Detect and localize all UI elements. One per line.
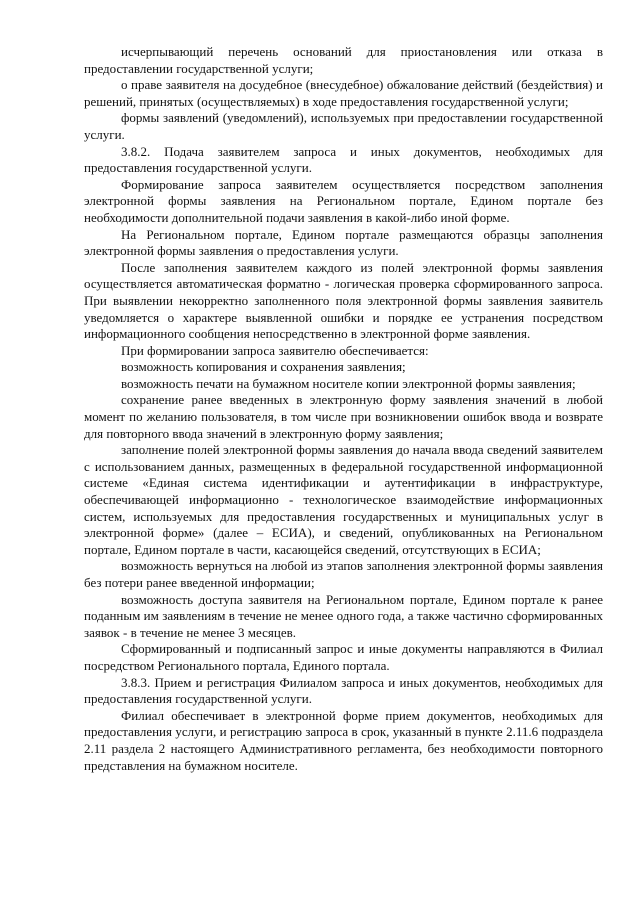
paragraph: На Региональном портале, Едином портале размещаются образцы заполнения электронной формы заявления о предоставления услуги. [84, 226, 603, 259]
paragraph: Сформированный и подписанный запрос и иные документы направляются в Филиал посредством Регионального портала, Единого портала. [84, 641, 603, 673]
paragraph: При формировании запроса заявителю обеспечивается: [121, 342, 429, 358]
document-page [84, 44, 603, 774]
paragraph: исчерпывающий перечень оснований для приостановления или отказа в предоставлении государственной услуги; [84, 44, 603, 76]
paragraph: сохранение ранее введенных в электронную форму заявления значений в любой момент по желанию пользователя, в том числе при возникновении ошибок ввода и возврате для повторного ввода значений в электронную форму заявления; [84, 392, 603, 441]
paragraph: возможность вернуться на любой из этапов заполнения электронной формы заявления без потери ранее введенной информации; [84, 558, 603, 590]
paragraph: Филиал обеспечивает в электронной форме прием документов, необходимых для предоставления услуги, и регистрацию запроса в срок, указанный в пункте 2.11.6 подраздела 2.11 раздела 2 настоящего Административного регламента, без необходимости повторного представления на бумажном носителе. [84, 707, 603, 773]
paragraph: возможность печати на бумажном носителе копии электронной формы заявления; [121, 375, 576, 391]
paragraph: Формирование запроса заявителем осуществляется посредством заполнения электронной формы заявления на Региональном портале, Едином портале без необходимости дополнительной подачи заявления в какой-либо иной форме. [84, 176, 603, 225]
paragraph: о праве заявителя на досудебное (внесудебное) обжалование действий (бездействия) и решений, принятых (осуществляемых) в ходе предоставления государственной услуги; [84, 77, 603, 109]
paragraph: возможность копирования и сохранения заявления; [121, 359, 406, 375]
paragraph: возможность доступа заявителя на Региональном портале, Едином портале к ранее поданным им заявлениям в течение не менее одного года, а также частично сформированных заявок - в течение не менее 3 месяцев. [84, 591, 603, 640]
paragraph: 3.8.3. Прием и регистрация Филиалом запроса и иных документов, необходимых для предоставления государственной услуги. [84, 674, 603, 707]
paragraph: заполнение полей электронной формы заявления до начала ввода сведений заявителем с использованием данных, размещенных в федеральной государственной информационной системе «Единая система идентификации и аутентификации в инфраструктуре, обеспечивающей информационно - технологическое взаимодействие информационных систем, используемых для предоставления государственных и муниципальных услуг в электронной форме» (далее – ЕСИА), и сведений, опубликованных на Региональном портале, Едином портале в части, касающейся сведений, отсутствующих в ЕСИА; [84, 442, 603, 557]
paragraph: 3.8.2. Подача заявителем запроса и иных документов, необходимых для предоставления государственной услуги. [84, 143, 603, 176]
paragraph: После заполнения заявителем каждого из полей электронной формы заявления осуществляется автоматическая форматно - логическая проверка сформированного запроса. При выявлении некорректно заполненного поля электронной формы заявления заявитель уведомляется о характере выявленной ошибки и порядке ее устранения посредством информационного сообщения непосредственно в электронной форме заявления. [84, 259, 603, 342]
paragraph: формы заявлений (уведомлений), используемых при предоставлении государственной услуги. [84, 110, 603, 142]
